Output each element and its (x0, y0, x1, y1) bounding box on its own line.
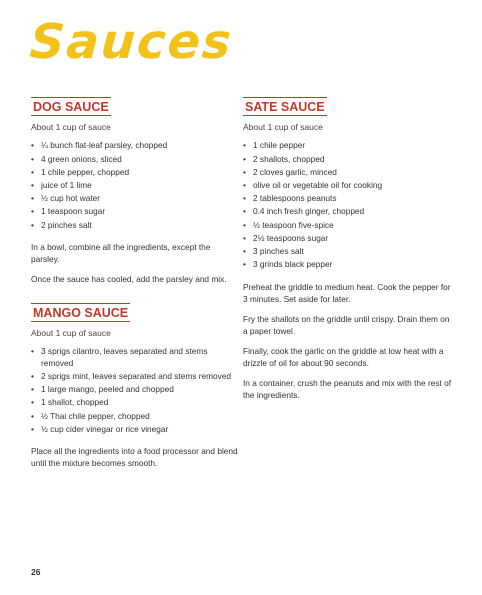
ingredient-item (31, 346, 241, 369)
ingredient-text: ½ cup cider vinegar or rice vinegar (41, 423, 169, 434)
ingredient-text: 1 chile pepper (253, 140, 306, 151)
ingredient-item (243, 180, 453, 191)
ingredient-item (31, 384, 241, 395)
ingredient-item (243, 167, 453, 178)
ingredient-item (31, 411, 241, 422)
ingredient-text: 2 tablespoons peanuts (253, 193, 337, 204)
recipe-yield: About 1 cup of sauce (31, 328, 111, 339)
bullet-icon: • (243, 232, 246, 243)
ingredient-item (243, 140, 453, 151)
ingredient-item (243, 193, 453, 204)
bullet-icon: • (31, 397, 34, 408)
left-column (31, 97, 241, 487)
ingredient-text: 1 large mango, peeled and chopped (41, 384, 174, 395)
page-number: 26 (31, 567, 41, 577)
ingredient-item (31, 193, 241, 204)
recipe-title: MANGO SAUCE (31, 303, 130, 322)
ingredient-text: 1 shallot, chopped (41, 397, 109, 408)
ingredient-text: 2½ teaspoons sugar (253, 232, 329, 243)
instruction-paragraph: Finally, cook the garlic on the griddle at low heat with a drizzle of oil for about 90 seconds. (243, 345, 444, 368)
bullet-icon: • (243, 179, 246, 190)
ingredient-list (31, 346, 241, 435)
recipe-title: DOG SAUCE (31, 97, 111, 116)
ingredient-item (243, 206, 453, 217)
instruction-paragraph: In a bowl, combine all the ingredients, except the parsley. (31, 242, 211, 264)
ingredient-text: juice of 1 lime (41, 179, 92, 190)
ingredient-text: 0.4 inch fresh ginger, chopped (253, 206, 365, 217)
recipe-title: SATE SAUCE (243, 97, 327, 116)
ingredient-list (243, 140, 453, 270)
ingredient-text: ¼ bunch flat-leaf parsley, chopped (41, 140, 168, 151)
ingredient-list (31, 140, 241, 231)
bullet-icon: • (243, 140, 246, 151)
ingredient-item (243, 154, 453, 165)
bullet-icon: • (31, 410, 34, 421)
ingredient-item (31, 180, 241, 191)
bullet-icon: • (31, 219, 34, 230)
recipe-yield: About 1 cup of sauce (31, 122, 111, 133)
page-title: Sauces (28, 14, 235, 70)
recipe-dog-sauce (31, 97, 241, 285)
recipe-mango-sauce (31, 303, 241, 469)
bullet-icon: • (243, 193, 246, 204)
bullet-icon: • (243, 153, 246, 164)
ingredient-item (243, 220, 453, 231)
ingredient-text: ½ cup hot water (41, 193, 101, 204)
instruction-paragraph: Once the sauce has cooled, add the parsley and mix. (31, 274, 227, 284)
ingredient-text: olive oil or vegetable oil for cooking (253, 179, 383, 190)
bullet-icon: • (243, 259, 246, 270)
bullet-icon: • (243, 166, 246, 177)
bullet-icon: • (31, 153, 34, 164)
ingredient-text: 2 sprigs mint, leaves separated and stems removed (41, 370, 231, 381)
recipe-yield: About 1 cup of sauce (243, 122, 323, 133)
bullet-icon: • (31, 423, 34, 434)
ingredient-item (31, 167, 241, 178)
ingredient-text: 2 shallots, chopped (253, 153, 325, 164)
ingredient-text: 3 sprigs cilantro, leaves separated and stems removed (41, 346, 208, 368)
ingredient-item (243, 259, 453, 270)
ingredient-item (31, 220, 241, 231)
ingredient-text: 2 pinches salt (41, 219, 92, 230)
recipe-sate-sauce (243, 97, 453, 401)
instruction-paragraph: Preheat the griddle to medium heat. Cook the pepper for 3 minutes. Set aside for later. (243, 281, 451, 304)
bullet-icon: • (31, 370, 34, 381)
ingredient-text: ½ Thai chile pepper, chopped (41, 410, 150, 421)
ingredient-text: 3 grinds black pepper (253, 259, 333, 270)
bullet-icon: • (31, 384, 34, 395)
bullet-icon: • (243, 246, 246, 256)
ingredient-item (31, 154, 241, 165)
bullet-icon: • (243, 219, 246, 230)
ingredient-text: 1 teaspoon sugar (41, 206, 106, 217)
bullet-icon: • (31, 166, 34, 177)
ingredient-item (243, 233, 453, 244)
bullet-icon: • (31, 346, 34, 357)
ingredient-text: 4 green onions, sliced (41, 153, 122, 164)
ingredient-item (31, 206, 241, 217)
bullet-icon: • (31, 193, 34, 204)
instruction-paragraph: Fry the shallots on the griddle until crispy. Drain them on a paper towel. (243, 313, 450, 336)
ingredient-item (31, 397, 241, 408)
ingredient-text: 2 cloves garlic, minced (253, 166, 337, 177)
ingredient-text: ½ teaspoon five-spice (253, 219, 334, 230)
instruction-paragraph: In a container, crush the peanuts and mix with the rest of the ingredients. (243, 377, 452, 400)
bullet-icon: • (31, 179, 34, 190)
ingredient-item (31, 424, 241, 435)
bullet-icon: • (243, 206, 246, 217)
bullet-icon: • (31, 206, 34, 217)
ingredient-item (243, 246, 453, 257)
ingredient-text: 3 pinches salt (253, 246, 304, 256)
bullet-icon: • (31, 140, 34, 151)
right-column (243, 97, 453, 419)
ingredient-item (31, 140, 241, 151)
ingredient-text: 1 chile pepper, chopped (41, 166, 130, 177)
ingredient-item (31, 371, 241, 382)
instruction-paragraph: Place all the ingredients into a food processor and blend until the mixture becomes smooth. (31, 446, 238, 469)
